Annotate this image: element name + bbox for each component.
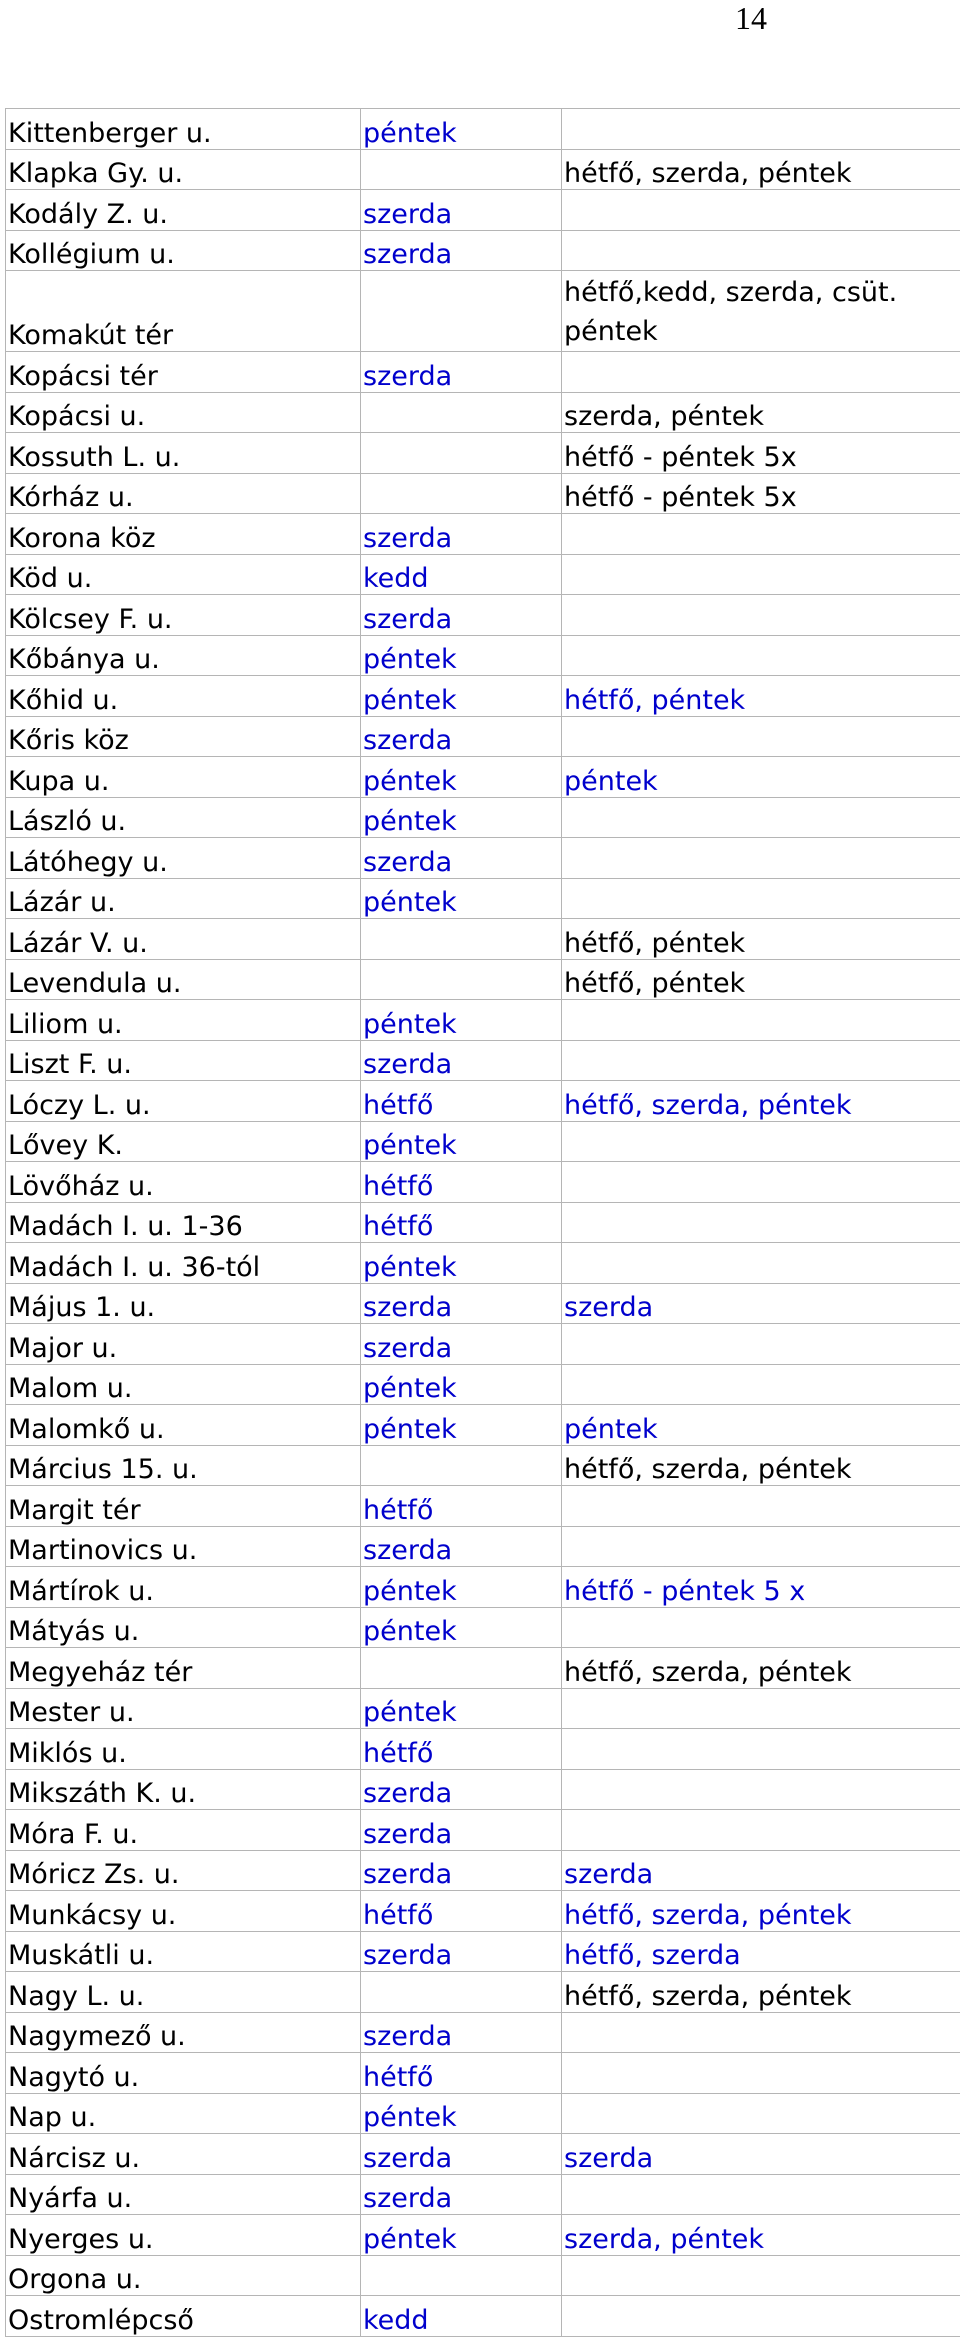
table-row (6, 271, 960, 352)
street-name-cell: Margit tér (6, 1486, 361, 1527)
collection-day-cell: szerda (361, 1931, 562, 1972)
table-row (6, 514, 960, 555)
selective-collection-cell (562, 1769, 960, 1810)
collection-day-cell: szerda (361, 1850, 562, 1891)
selective-collection-cell (562, 1486, 960, 1527)
collection-day-cell: szerda (361, 1526, 562, 1567)
selective-collection-cell (562, 2296, 960, 2337)
selective-collection-cell (562, 514, 960, 555)
street-name-cell: Nárcisz u. (6, 2134, 361, 2175)
table-row (6, 676, 960, 717)
selective-collection-cell (562, 190, 960, 231)
collection-day-cell: péntek (361, 1405, 562, 1446)
street-name-cell: Korona köz (6, 514, 361, 555)
table-row (6, 149, 960, 190)
collection-day-cell: szerda (361, 1283, 562, 1324)
table-row (6, 919, 960, 960)
collection-day-cell: szerda (361, 2134, 562, 2175)
street-name-cell: Látóhegy u. (6, 838, 361, 879)
table-row (6, 635, 960, 676)
collection-day-cell (361, 959, 562, 1000)
street-name-cell: Mártírok u. (6, 1567, 361, 1608)
selective-collection-cell (562, 797, 960, 838)
table-row (6, 392, 960, 433)
collection-day-cell: péntek (361, 757, 562, 798)
selective-collection-cell: hétfő - péntek 5 x (562, 1567, 960, 1608)
collection-day-cell (361, 2255, 562, 2296)
table-row (6, 1000, 960, 1041)
collection-day-cell: péntek (361, 1121, 562, 1162)
street-name-cell: Kőhid u. (6, 676, 361, 717)
selective-collection-cell (562, 1324, 960, 1365)
selective-collection-cell (562, 1202, 960, 1243)
table-row (6, 838, 960, 879)
collection-day-cell (361, 149, 562, 190)
selective-collection-cell (562, 1810, 960, 1851)
collection-day-cell: hétfő (361, 1486, 562, 1527)
table-row (6, 1931, 960, 1972)
table-row (6, 109, 960, 150)
table-row (6, 2296, 960, 2337)
selective-collection-cell (562, 838, 960, 879)
table-row (6, 1729, 960, 1770)
table-row (6, 1445, 960, 1486)
table-row (6, 1081, 960, 1122)
street-name-cell: Köd u. (6, 554, 361, 595)
table-row (6, 230, 960, 271)
collection-day-cell: péntek (361, 797, 562, 838)
selective-collection-cell: hétfő - péntek 5x (562, 473, 960, 514)
table-row (6, 433, 960, 474)
street-name-cell: Kőbánya u. (6, 635, 361, 676)
collection-day-cell: péntek (361, 2093, 562, 2134)
table-row (6, 1972, 960, 2013)
table-row (6, 716, 960, 757)
street-name-cell: Nyerges u. (6, 2215, 361, 2256)
collection-day-cell: szerda (361, 838, 562, 879)
selective-collection-cell: hétfő,kedd, szerda, csüt. péntek (562, 271, 960, 352)
collection-day-cell: szerda (361, 1324, 562, 1365)
selective-collection-cell (562, 2255, 960, 2296)
street-name-cell: Levendula u. (6, 959, 361, 1000)
table-row (6, 757, 960, 798)
street-name-cell: Madách I. u. 36-tól (6, 1243, 361, 1284)
collection-day-cell (361, 919, 562, 960)
collection-day-cell: hétfő (361, 1891, 562, 1932)
selective-collection-cell: hétfő, szerda, péntek (562, 149, 960, 190)
street-name-cell: Kopácsi tér (6, 352, 361, 393)
selective-collection-cell: péntek (562, 1405, 960, 1446)
schedule-table-body (6, 109, 960, 2337)
selective-collection-cell (562, 1162, 960, 1203)
collection-day-cell: hétfő (361, 1162, 562, 1203)
selective-collection-cell (562, 2012, 960, 2053)
street-name-cell: Munkácsy u. (6, 1891, 361, 1932)
street-name-cell: Nagy L. u. (6, 1972, 361, 2013)
street-name-cell: Major u. (6, 1324, 361, 1365)
table-row (6, 352, 960, 393)
collection-day-cell (361, 1445, 562, 1486)
street-name-cell: Kopácsi u. (6, 392, 361, 433)
street-name-cell: Klapka Gy. u. (6, 149, 361, 190)
table-row (6, 1607, 960, 1648)
selective-collection-cell (562, 1526, 960, 1567)
selective-collection-cell (562, 635, 960, 676)
table-row (6, 1040, 960, 1081)
selective-collection-cell (562, 554, 960, 595)
collection-day-cell: hétfő (361, 1081, 562, 1122)
table-row (6, 1769, 960, 1810)
selective-collection-cell (562, 595, 960, 636)
street-name-cell: Mikszáth K. u. (6, 1769, 361, 1810)
table-row (6, 1648, 960, 1689)
street-name-cell: Március 15. u. (6, 1445, 361, 1486)
selective-collection-cell: szerda (562, 1850, 960, 1891)
selective-collection-cell (562, 1243, 960, 1284)
street-name-cell: Miklós u. (6, 1729, 361, 1770)
selective-collection-cell (562, 352, 960, 393)
table-row (6, 1283, 960, 1324)
selective-collection-cell: hétfő, szerda, péntek (562, 1972, 960, 2013)
selective-collection-cell: hétfő, péntek (562, 919, 960, 960)
street-name-cell: Ostromlépcső (6, 2296, 361, 2337)
street-name-cell: Kittenberger u. (6, 109, 361, 150)
collection-day-cell: szerda (361, 716, 562, 757)
street-name-cell: Orgona u. (6, 2255, 361, 2296)
street-name-cell: Megyeház tér (6, 1648, 361, 1689)
street-name-cell: Martinovics u. (6, 1526, 361, 1567)
page-number: 14 (735, 0, 767, 36)
collection-day-cell: szerda (361, 352, 562, 393)
street-name-cell: Nagytó u. (6, 2053, 361, 2094)
selective-collection-cell: hétfő - péntek 5x (562, 433, 960, 474)
collection-day-cell: szerda (361, 595, 562, 636)
selective-collection-cell (562, 2093, 960, 2134)
selective-collection-cell (562, 2053, 960, 2094)
table-row (6, 1243, 960, 1284)
selective-collection-cell (562, 1121, 960, 1162)
collection-day-cell: péntek (361, 1364, 562, 1405)
table-row (6, 190, 960, 231)
selective-collection-cell: szerda, péntek (562, 2215, 960, 2256)
collection-day-cell: péntek (361, 635, 562, 676)
selective-collection-cell: hétfő, szerda (562, 1931, 960, 1972)
table-row (6, 1850, 960, 1891)
collection-day-cell: péntek (361, 1688, 562, 1729)
selective-collection-cell (562, 2174, 960, 2215)
street-name-cell: Liliom u. (6, 1000, 361, 1041)
collection-day-cell (361, 1972, 562, 2013)
collection-day-cell (361, 433, 562, 474)
collection-day-cell: kedd (361, 2296, 562, 2337)
street-name-cell: Muskátli u. (6, 1931, 361, 1972)
street-name-cell: Malomkő u. (6, 1405, 361, 1446)
street-name-cell: Kupa u. (6, 757, 361, 798)
collection-day-cell (361, 392, 562, 433)
selective-collection-cell: hétfő, szerda, péntek (562, 1648, 960, 1689)
table-row (6, 1688, 960, 1729)
collection-day-cell: szerda (361, 230, 562, 271)
selective-collection-cell (562, 1729, 960, 1770)
table-row (6, 1486, 960, 1527)
street-name-cell: Kossuth L. u. (6, 433, 361, 474)
collection-day-cell: péntek (361, 1607, 562, 1648)
collection-day-cell: péntek (361, 1243, 562, 1284)
street-name-cell: Komakút tér (6, 271, 361, 352)
schedule-table (5, 108, 960, 2337)
selective-collection-cell (562, 1688, 960, 1729)
street-name-cell: Lővey K. (6, 1121, 361, 1162)
table-row (6, 554, 960, 595)
collection-day-cell: péntek (361, 676, 562, 717)
table-row (6, 1202, 960, 1243)
collection-day-cell (361, 1648, 562, 1689)
collection-day-cell: hétfő (361, 1202, 562, 1243)
collection-day-cell (361, 271, 562, 352)
table-row (6, 959, 960, 1000)
street-name-cell: Madách I. u. 1-36 (6, 1202, 361, 1243)
collection-day-cell: szerda (361, 514, 562, 555)
collection-day-cell (361, 473, 562, 514)
table-row (6, 1162, 960, 1203)
table-row (6, 878, 960, 919)
collection-day-cell: hétfő (361, 2053, 562, 2094)
table-row (6, 1364, 960, 1405)
street-name-cell: Kölcsey F. u. (6, 595, 361, 636)
selective-collection-cell (562, 109, 960, 150)
collection-day-cell: szerda (361, 2012, 562, 2053)
selective-collection-cell: hétfő, szerda, péntek (562, 1891, 960, 1932)
selective-collection-cell: péntek (562, 757, 960, 798)
table-row (6, 1567, 960, 1608)
selective-collection-cell: szerda, péntek (562, 392, 960, 433)
table-row (6, 797, 960, 838)
table-row (6, 1405, 960, 1446)
selective-collection-cell: hétfő, péntek (562, 676, 960, 717)
table-row (6, 1121, 960, 1162)
selective-collection-cell: szerda (562, 1283, 960, 1324)
street-name-cell: Kollégium u. (6, 230, 361, 271)
collection-day-cell: szerda (361, 1810, 562, 1851)
collection-day-cell: kedd (361, 554, 562, 595)
collection-day-cell: szerda (361, 190, 562, 231)
street-name-cell: Mester u. (6, 1688, 361, 1729)
street-name-cell: Lázár V. u. (6, 919, 361, 960)
collection-day-cell: péntek (361, 1567, 562, 1608)
table-row (6, 473, 960, 514)
street-name-cell: Lázár u. (6, 878, 361, 919)
selective-collection-cell: szerda (562, 2134, 960, 2175)
selective-collection-cell (562, 1607, 960, 1648)
selective-collection-cell: hétfő, péntek (562, 959, 960, 1000)
street-name-cell: Liszt F. u. (6, 1040, 361, 1081)
selective-collection-cell (562, 1040, 960, 1081)
selective-collection-cell (562, 1364, 960, 1405)
table-row (6, 2255, 960, 2296)
collection-day-cell: péntek (361, 109, 562, 150)
street-name-cell: Nap u. (6, 2093, 361, 2134)
collection-day-cell: szerda (361, 1769, 562, 1810)
table-row (6, 1810, 960, 1851)
table-row (6, 1891, 960, 1932)
selective-collection-cell: hétfő, szerda, péntek (562, 1081, 960, 1122)
table-row (6, 2093, 960, 2134)
collection-day-cell: péntek (361, 878, 562, 919)
street-name-cell: Mátyás u. (6, 1607, 361, 1648)
street-name-cell: Kodály Z. u. (6, 190, 361, 231)
street-name-cell: Nyárfa u. (6, 2174, 361, 2215)
collection-day-cell: péntek (361, 2215, 562, 2256)
table-row (6, 2174, 960, 2215)
table-row (6, 2012, 960, 2053)
table-row (6, 1526, 960, 1567)
street-name-cell: Móra F. u. (6, 1810, 361, 1851)
table-row (6, 2134, 960, 2175)
selective-collection-cell (562, 716, 960, 757)
street-name-cell: Kórház u. (6, 473, 361, 514)
collection-day-cell: szerda (361, 2174, 562, 2215)
street-name-cell: Lövőház u. (6, 1162, 361, 1203)
selective-collection-cell (562, 878, 960, 919)
table-row (6, 1324, 960, 1365)
table-row (6, 2053, 960, 2094)
street-name-cell: Malom u. (6, 1364, 361, 1405)
street-name-cell: László u. (6, 797, 361, 838)
collection-day-cell: szerda (361, 1040, 562, 1081)
table-row (6, 2215, 960, 2256)
street-name-cell: Lóczy L. u. (6, 1081, 361, 1122)
selective-collection-cell (562, 1000, 960, 1041)
street-name-cell: Nagymező u. (6, 2012, 361, 2053)
selective-collection-cell: hétfő, szerda, péntek (562, 1445, 960, 1486)
collection-day-cell: hétfő (361, 1729, 562, 1770)
street-name-cell: Kőris köz (6, 716, 361, 757)
collection-day-cell: péntek (361, 1000, 562, 1041)
street-name-cell: Május 1. u. (6, 1283, 361, 1324)
selective-collection-cell (562, 230, 960, 271)
street-name-cell: Móricz Zs. u. (6, 1850, 361, 1891)
table-row (6, 595, 960, 636)
